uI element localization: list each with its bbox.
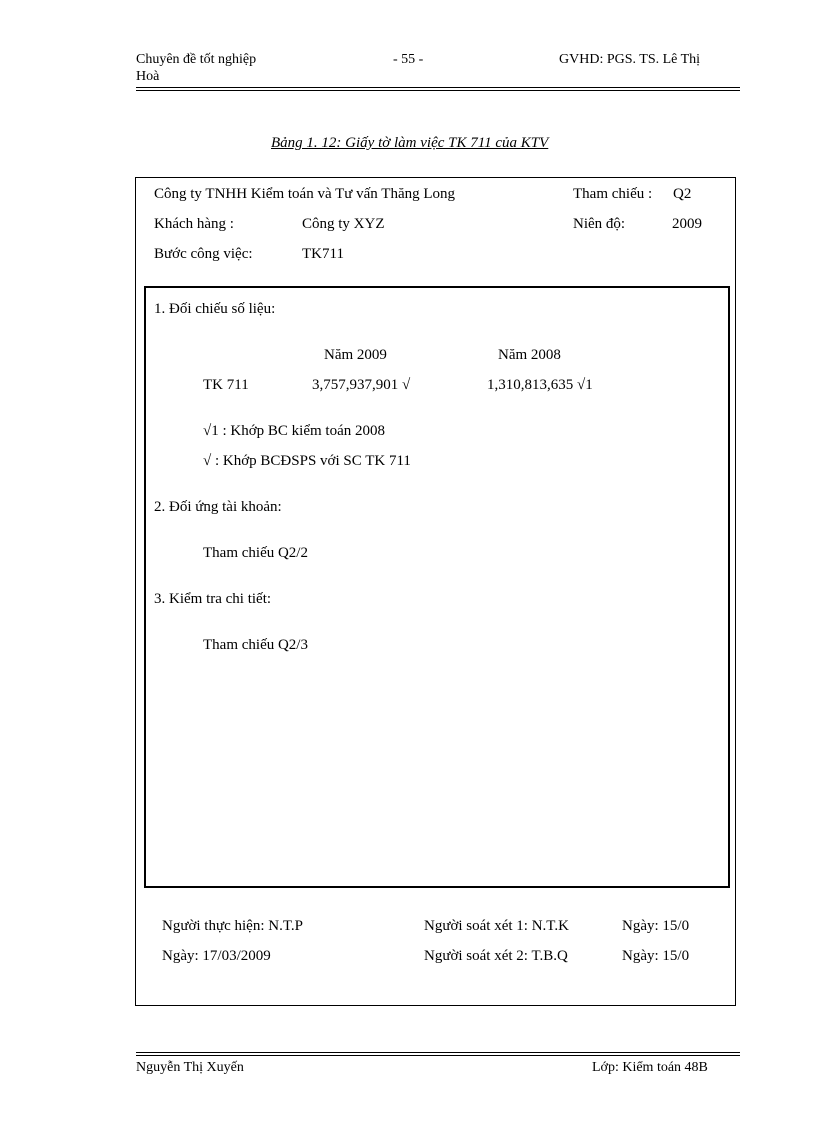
header-rule-top bbox=[136, 87, 740, 88]
table-caption: Bảng 1. 12: Giấy tờ làm việc TK 711 của KTV bbox=[271, 135, 549, 151]
section3-reference: Tham chiếu Q2/3 bbox=[203, 637, 308, 653]
account-label: TK 711 bbox=[203, 377, 249, 393]
client-label: Khách hàng : bbox=[154, 216, 234, 232]
period-label: Niên độ: bbox=[573, 216, 626, 232]
reviewer-2: Người soát xét 2: T.B.Q bbox=[424, 948, 568, 964]
company-name: Công ty TNHH Kiểm toán và Tư vấn Thăng Long bbox=[154, 186, 456, 202]
value-2008: 1,310,813,635 √1 bbox=[487, 377, 593, 393]
footer-rule-top bbox=[136, 1052, 740, 1053]
section2-title: 2. Đối ứng tài khoản: bbox=[154, 499, 282, 515]
value-2009: 3,757,937,901 √ bbox=[312, 377, 411, 393]
tick-note-2: √ : Khớp BCĐSPS với SC TK 711 bbox=[203, 453, 411, 469]
footer-class: Lớp: Kiểm toán 48B bbox=[592, 1060, 708, 1075]
header-left-line2: Hoà bbox=[136, 69, 160, 84]
footer-author: Nguyễn Thị Xuyến bbox=[136, 1060, 244, 1075]
header-rule-bottom bbox=[136, 90, 740, 91]
prepared-date: Ngày: 17/03/2009 bbox=[162, 948, 271, 964]
section3-title: 3. Kiểm tra chi tiết: bbox=[154, 591, 272, 607]
reference-label: Tham chiếu : bbox=[573, 186, 653, 202]
reviewer-1: Người soát xét 1: N.T.K bbox=[424, 918, 569, 934]
header-page-number: - 55 - bbox=[393, 52, 424, 67]
tick-note-1: √1 : Khớp BC kiểm toán 2008 bbox=[203, 423, 385, 439]
section2-reference: Tham chiếu Q2/2 bbox=[203, 545, 308, 561]
period-value: 2009 bbox=[672, 216, 702, 232]
step-label: Bước công việc: bbox=[154, 246, 253, 262]
client-value: Công ty XYZ bbox=[302, 216, 385, 232]
review-date-1: Ngày: 15/0 bbox=[622, 918, 690, 934]
section1-title: 1. Đối chiếu số liệu: bbox=[154, 301, 276, 317]
header-advisor: GVHD: PGS. TS. Lê Thị bbox=[559, 52, 701, 67]
step-value: TK711 bbox=[302, 246, 344, 262]
column-header-2008: Năm 2008 bbox=[498, 347, 561, 363]
reference-value: Q2 bbox=[673, 186, 692, 202]
preparer: Người thực hiện: N.T.P bbox=[162, 918, 303, 934]
column-header-2009: Năm 2009 bbox=[324, 347, 387, 363]
header-left-line1: Chuyên đề tốt nghiệp bbox=[136, 52, 257, 67]
footer-rule-bottom bbox=[136, 1055, 740, 1056]
review-date-2: Ngày: 15/0 bbox=[622, 948, 690, 964]
